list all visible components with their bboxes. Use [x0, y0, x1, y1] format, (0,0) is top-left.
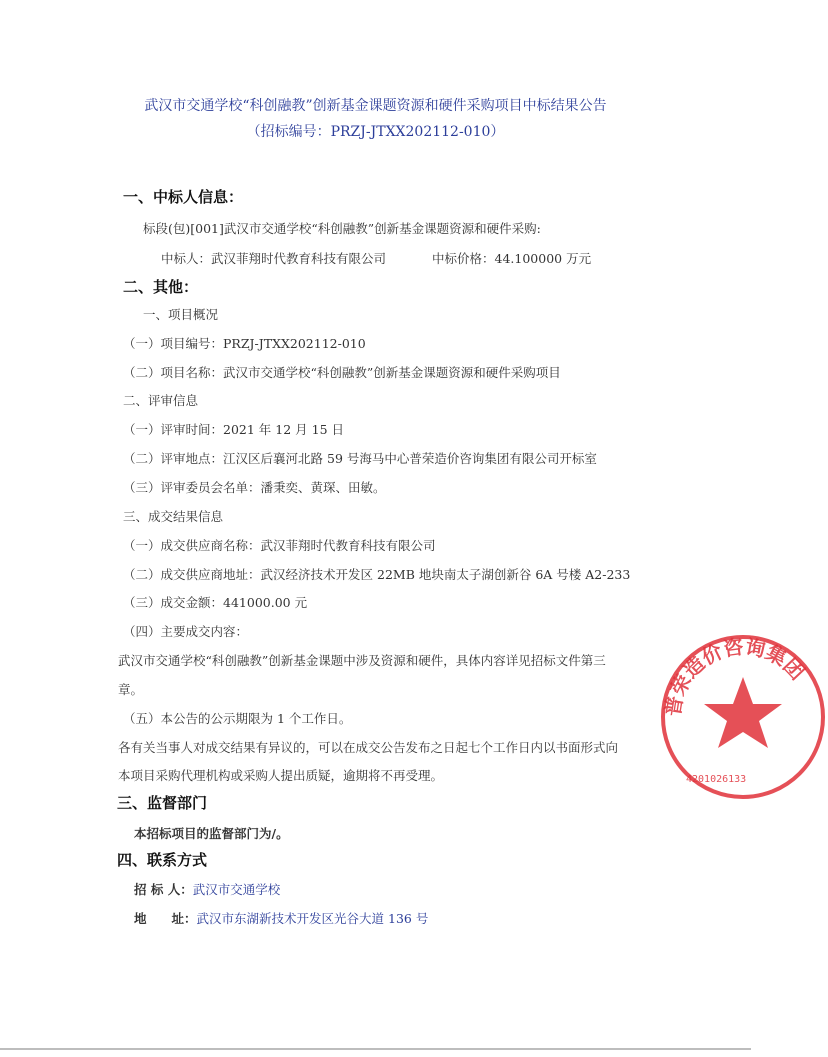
main-content-line-1: 武汉市交通学校“科创融教”创新基金课题中涉及资源和硬件，具体内容详见招标文件第三 — [118, 653, 606, 668]
price-label: 中标价格： — [432, 251, 495, 266]
lot-description: 标段(包)[001]武汉市交通学校“科创融教”创新基金课题资源和硬件采购: — [143, 221, 541, 236]
page-bottom-border — [0, 1048, 751, 1050]
publicity-period: （五）本公告的公示期限为 1 个工作日。 — [123, 711, 352, 726]
review-place-row — [123, 449, 597, 467]
seal-code: 4201026133 — [686, 774, 747, 785]
address-label: 地 址： — [134, 911, 197, 926]
project-number-value: PRZJ-JTXX202112-010 — [223, 336, 366, 351]
section-supervision-heading: 三、监督部门 — [117, 794, 208, 812]
supplier-name-row — [123, 536, 436, 554]
objection-line-1: 各有关当事人对成交结果有异议的，可以在成交公告发布之日起七个工作日内以书面形式向 — [118, 740, 619, 755]
seal-text: 普荣造价咨询集团 — [660, 634, 810, 718]
winner-name: 武汉菲翔时代教育科技有限公司 — [211, 251, 387, 266]
review-committee-row — [123, 478, 386, 496]
section-contact-heading: 四、联系方式 — [117, 851, 208, 869]
price-row — [432, 249, 591, 267]
review-time-label: （一）评审时间： — [123, 422, 224, 437]
seal-star-icon — [704, 677, 782, 748]
supplier-address-value: 武汉经济技术开发区 22MB 地块南太子湖创新谷 6A 号楼 A2-233 — [260, 567, 631, 582]
section-other-heading: 二、其他： — [123, 278, 199, 296]
supplier-name-label: （一）成交供应商名称： — [123, 538, 261, 553]
tenderer-value: 武汉市交通学校 — [192, 882, 281, 897]
main-content-label: （四）主要成交内容： — [123, 624, 249, 639]
winner-label: 中标人： — [161, 251, 212, 266]
supervision-text: 本招标项目的监督部门为/。 — [134, 826, 289, 841]
winner-row — [161, 249, 386, 267]
project-number-label: （一）项目编号： — [123, 336, 224, 351]
review-place-label: （二）评审地点： — [123, 451, 224, 466]
address-value: 武汉市东湖新技术开发区光谷大道 136 号 — [196, 911, 429, 926]
tenderer-row — [134, 880, 280, 898]
main-content-line-2: 章。 — [118, 682, 144, 697]
review-info-subheading: 二、评审信息 — [123, 393, 199, 408]
deal-amount-value: 441000.00 元 — [223, 595, 308, 610]
result-info-subheading: 三、成交结果信息 — [123, 509, 224, 524]
address-row — [134, 909, 428, 927]
supplier-name-value: 武汉菲翔时代教育科技有限公司 — [260, 538, 436, 553]
deal-amount-label: （三）成交金额： — [123, 595, 224, 610]
project-name-value: 武汉市交通学校“科创融教”创新基金课题资源和硬件采购项目 — [223, 365, 561, 380]
document-title: 武汉市交通学校“科创融教”创新基金课题资源和硬件采购项目中标结果公告 — [144, 98, 607, 114]
objection-line-2: 本项目采购代理机构或采购人提出质疑，逾期将不再受理。 — [118, 768, 444, 783]
project-number-row — [123, 334, 366, 352]
tenderer-label: 招 标 人： — [134, 882, 193, 897]
project-name-row — [123, 363, 561, 381]
review-committee-value: 潘秉奕、黄琛、田敏。 — [260, 480, 386, 495]
supplier-address-row — [123, 565, 630, 583]
project-name-label: （二）项目名称： — [123, 365, 224, 380]
supplier-address-label: （二）成交供应商地址： — [123, 567, 261, 582]
project-overview-subheading: 一、项目概况 — [143, 307, 219, 322]
company-seal — [658, 632, 828, 802]
review-time-row — [123, 420, 344, 438]
deal-amount-row — [123, 593, 307, 611]
review-place-value: 江汉区后襄河北路 59 号海马中心普荣造价咨询集团有限公司开标室 — [223, 451, 597, 466]
price-value: 44.100000 万元 — [494, 251, 592, 266]
review-committee-label: （三）评审委员会名单： — [123, 480, 261, 495]
section-winner-heading: 一、中标人信息： — [123, 188, 244, 206]
review-time-value: 2021 年 12 月 15 日 — [223, 422, 345, 437]
tender-number-heading: （招标编号：PRZJ-JTXX202112-010） — [246, 124, 505, 140]
